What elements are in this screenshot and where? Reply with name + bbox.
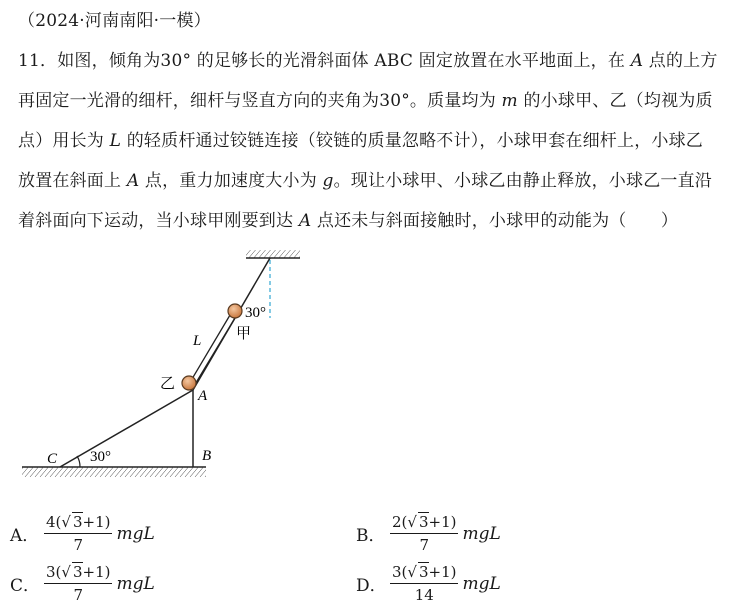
option-label: C． — [10, 576, 41, 596]
fraction: $\frac{3(√ 3+1)}{14}$ — [392, 563, 457, 604]
option-d[interactable] — [356, 563, 501, 604]
option-tail: mgL — [462, 523, 501, 544]
variable-g: g — [322, 171, 334, 191]
fraction: $\frac{4(√ 3+1)}{7}$ — [46, 513, 111, 554]
question-number: 11． — [18, 51, 58, 71]
option-tail: mgL — [116, 523, 155, 544]
variable-m: m — [501, 91, 518, 111]
option-a[interactable] — [10, 513, 155, 554]
text-segment: 的轻质杆通过铰链连接（铰链的质量忽略不计），小球甲套在细杆上，小球乙 — [121, 131, 704, 151]
radicand: 3 — [72, 513, 83, 531]
option-b[interactable] — [356, 513, 501, 554]
coef: 2( — [392, 513, 408, 531]
text-segment: 放置在斜面上 — [18, 171, 127, 191]
coef: 4( — [46, 513, 62, 531]
rest: +1) — [82, 513, 111, 531]
radicand: 3 — [418, 563, 429, 581]
question-line-4 — [18, 166, 712, 191]
option-tail: mgL — [116, 573, 155, 594]
radicand: 3 — [418, 513, 429, 531]
fraction: $\frac{3(√ 3+1)}{7}$ — [46, 563, 111, 604]
text-segment: 。现让小球甲、小球乙由静止释放，小球乙一直沿 — [333, 171, 713, 191]
label-yi: 乙 — [160, 374, 176, 392]
label-b: B — [202, 448, 212, 464]
incline-ac — [60, 390, 193, 467]
radicand: 3 — [72, 563, 83, 581]
question-line-5 — [18, 206, 678, 231]
angle-label-incline: 30° — [90, 449, 111, 465]
text-segment: 点，重力加速度大小为 — [139, 171, 323, 191]
fraction: $\frac{2(√ 3+1)}{7}$ — [392, 513, 457, 554]
angle-arc-c — [77, 456, 80, 467]
denominator: 7 — [419, 536, 430, 554]
option-label: A． — [10, 526, 40, 546]
source-tag: （2024·河南南阳·一模） — [18, 11, 211, 31]
text-segment: 着斜面向下运动，当小球甲刚要到达 — [18, 211, 299, 231]
option-tail: mgL — [462, 573, 501, 594]
text-segment: 点还未与斜面接触时，小球甲的动能为（ ） — [311, 211, 679, 231]
denominator: 7 — [73, 536, 84, 554]
text-segment: 点的上方 — [643, 51, 718, 71]
question-line-3 — [18, 126, 703, 151]
label-jia: 甲 — [236, 324, 252, 342]
text-segment: 的小球甲、乙（均视为质 — [517, 91, 713, 111]
question-line-2 — [18, 86, 713, 111]
text-segment: 如图，倾角为30° 的足够长的光滑斜面体 ABC 固定放置在水平地面上，在 — [57, 51, 631, 71]
coef: 3( — [392, 563, 408, 581]
variable-a: A — [126, 171, 140, 191]
text-segment: 点）用长为 — [18, 131, 110, 151]
rest: +1) — [428, 513, 457, 531]
coef: 3( — [46, 563, 62, 581]
option-c[interactable] — [10, 563, 155, 604]
ground — [22, 467, 206, 477]
option-label: D． — [356, 576, 387, 596]
rest: +1) — [428, 563, 457, 581]
option-label: B． — [356, 526, 386, 546]
ball-jia — [228, 304, 242, 318]
physics-figure — [0, 230, 340, 490]
label-c: C — [47, 451, 58, 467]
label-l: L — [193, 333, 202, 349]
rest: +1) — [82, 563, 111, 581]
ball-yi — [182, 376, 196, 390]
denominator: 14 — [414, 586, 434, 604]
denominator: 7 — [73, 586, 84, 604]
ceiling-mount — [246, 250, 300, 258]
variable-a: A — [630, 51, 644, 71]
variable-a: A — [298, 211, 312, 231]
angle-label-rod: 30° — [245, 305, 266, 321]
text-segment: 再固定一光滑的细杆，细杆与竖直方向的夹角为30°。质量均为 — [18, 91, 502, 111]
variable-l: L — [109, 131, 122, 151]
label-a: A — [198, 388, 208, 404]
question-line-1 — [18, 46, 718, 71]
